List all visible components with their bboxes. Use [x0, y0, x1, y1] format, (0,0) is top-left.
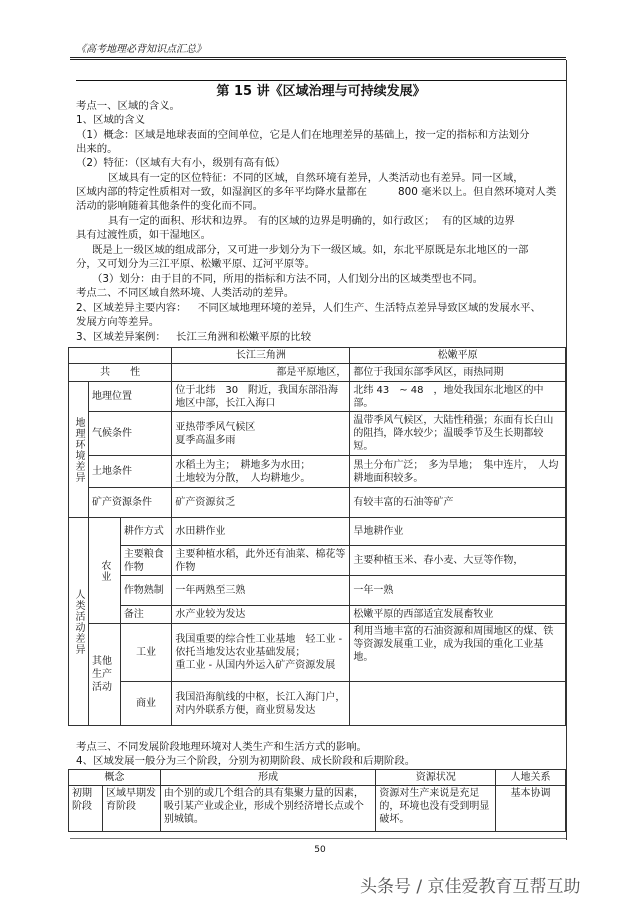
stage-label: 初期阶段 — [69, 786, 103, 832]
cell-a: 矿产资源贫乏 — [172, 488, 350, 518]
column-header: 人地关系 — [496, 770, 566, 786]
text-line: 考点二、不同区域自然环境、人类活动的差异。 — [76, 287, 295, 299]
cell-b: 温带季风气候区，大陆性稍强；东面有长白山的阻挡，降水较少；温暖季节及生长期都较短。 — [350, 412, 566, 456]
text-line: 既是上一级区域的组成部分，又可进一步划分为下一级区域。如，东北平原既是东北地区的一部 — [92, 244, 529, 256]
text-line: 活动的影响随着其他条件的变化而不同。 — [76, 200, 264, 212]
text-line: 考点一、区域的含义。 — [76, 100, 180, 112]
column-header: 概念 — [69, 770, 161, 786]
common-text-a: 都是平原地区， — [172, 364, 350, 382]
text-line: （1）概念：区域是地球表面的空间单位，它是人们在地理差异的基础上，按一定的指标和方法划分 — [76, 129, 530, 141]
table-corner — [69, 348, 172, 364]
text-line: 1、区域的含义 — [76, 114, 145, 126]
text-line: 发展方向等差异。 — [76, 316, 160, 328]
stage-formation: 由个别的或几个组合的具有集聚力量的因素，吸引某产业或企业，形成个别经济增长点或个别城镇。 — [160, 786, 376, 832]
cell-b: 松嫩平原的西部适宜发展畜牧业 — [350, 606, 566, 624]
cell-b: 有较丰富的石油等矿产 — [350, 488, 566, 518]
cell-a: 主要种植水稻，此外还有油菜、棉花等作物 — [172, 546, 350, 576]
text-line: 区域内部的特定性质相对一致，如湿润区的多年平均降水量都在 — [76, 186, 367, 198]
stage-resources: 资源对生产来说是充足的，环境也没有受到明显破坏。 — [376, 786, 496, 832]
text-line: 有的区域的边界 — [442, 215, 515, 227]
page-margin-line — [566, 60, 567, 840]
text-line: 区域具有一定的区位特征：不同的区域，自然环境有差异，人类活动也有差异。同一区域， — [108, 172, 524, 184]
column-header-b: 松嫩平原 — [350, 348, 566, 364]
text-line: 具有过渡性质，如干湿地区。 — [76, 229, 212, 241]
text-line: 具有一定的面积、形状和边界。 — [108, 215, 254, 227]
cell-b: 北纬 43 ~ 48 ，地处我国东北地区的中部。 — [350, 382, 566, 412]
comparison-table — [68, 347, 566, 726]
page-number: 50 — [314, 845, 326, 855]
cell-b: 旱地耕作业 — [350, 518, 566, 546]
row-label: 备注 — [120, 606, 172, 624]
cell-a: 位于北纬 30 附近，我国东部沿海地区中部，长江入海口 — [172, 382, 350, 412]
book-title: 《高考地理必背知识点汇总》 — [76, 44, 206, 55]
cell-a: 水稻土为主； 耕地多为水田； 土地较为分散， 人均耕地少。 — [172, 456, 350, 488]
lesson-title: 第 15 讲《区域治理与可持续发展》 — [216, 84, 426, 99]
column-header-a: 长江三角洲 — [172, 348, 350, 364]
cell-a: 水田耕作业 — [172, 518, 350, 546]
footer-divider — [70, 838, 566, 839]
cell-b: 主要种植玉米、春小麦、大豆等作物， — [350, 546, 566, 576]
text-line: （3）划分：由于目的不同，所用的指标和方法不同，人们划分出的区域类型也不同。 — [92, 273, 484, 285]
header-divider — [70, 57, 566, 58]
text-line: 长江三角洲和松嫩平原的比较 — [176, 331, 312, 343]
cell-a: 水产业较为发达 — [172, 606, 350, 624]
agri-label: 农业 — [89, 518, 121, 624]
cell-a: 我国重要的综合性工业基地 轻工业 - 依托当地发达农业基础发展； 重工业 - 从国内外运入矿产资源发展 — [172, 624, 350, 682]
text-line: 出来的。 — [76, 143, 118, 155]
row-label: 主要粮食作物 — [120, 546, 172, 576]
industry-label: 工业 — [120, 624, 172, 682]
text-line: 不同区域地理环境的差异，人们生产、生活特点差异导致区域的发展水平、 — [198, 302, 541, 314]
row-label: 作物熟制 — [120, 576, 172, 606]
column-header: 形成 — [160, 770, 376, 786]
header-divider-secondary — [70, 59, 566, 60]
cell-a: 一年两熟至三熟 — [172, 576, 350, 606]
text-line: 2、区域差异主要内容： — [76, 302, 187, 314]
cell-b: 一年一熟 — [350, 576, 566, 606]
row-label: 地理位置 — [89, 382, 172, 412]
text-line: 800 毫米以上。但自然环境对人类 — [398, 186, 557, 198]
text-line: 分，又可划分为三江平原、松嫩平原、辽河平原等。 — [76, 258, 315, 270]
cell-b: 黑土分布广泛； 多为旱地； 集中连片， 人均耕地面积较多。 — [350, 456, 566, 488]
stage-table — [68, 769, 566, 832]
human-group-label: 人类活动差异 — [69, 518, 89, 726]
common-text-b: 都位于我国东部季风区，雨热同期 — [350, 364, 566, 382]
cell-a: 我国沿海航线的中枢，长江入海门户，对内外联系方便，商业贸易发达 — [172, 682, 350, 726]
text-line: （2）特征：（区域有大有小，级别有高有低） — [76, 157, 286, 169]
text-line: 3、区域差异案例： — [76, 331, 166, 343]
cell-b: 利用当地丰富的石油资源和周围地区的煤、铁等资源发展重工业，成为我国的重化工业基地。 — [350, 624, 566, 682]
cell-b — [350, 682, 566, 726]
geo-group-label: 地理环境差异 — [69, 382, 89, 518]
column-header: 资源状况 — [376, 770, 496, 786]
cell-a: 亚热带季风气候区 夏季高温多雨 — [172, 412, 350, 456]
common-label: 共 性 — [69, 364, 172, 382]
row-label: 矿产资源条件 — [89, 488, 172, 518]
commerce-label: 商业 — [120, 682, 172, 726]
row-label: 土地条件 — [89, 456, 172, 488]
watermark: 头条号 / 京佳爱教育互帮互助 — [360, 877, 581, 897]
other-activity-label: 其他生产活动 — [89, 624, 121, 726]
text-line: 考点三、不同发展阶段地理环境对人类生产和生活方式的影响。 — [76, 741, 367, 753]
stage-concept: 区域早期发育阶段 — [102, 786, 160, 832]
row-label: 耕作方式 — [120, 518, 172, 546]
text-line: 4、区域发展一般分为三个阶段，分别为初期阶段、成长阶段和后期阶段。 — [76, 755, 416, 767]
text-line: 有的区域的边界是明确的，如行政区； — [258, 215, 435, 227]
stage-relation: 基本协调 — [496, 786, 566, 832]
row-label: 气候条件 — [89, 412, 172, 456]
